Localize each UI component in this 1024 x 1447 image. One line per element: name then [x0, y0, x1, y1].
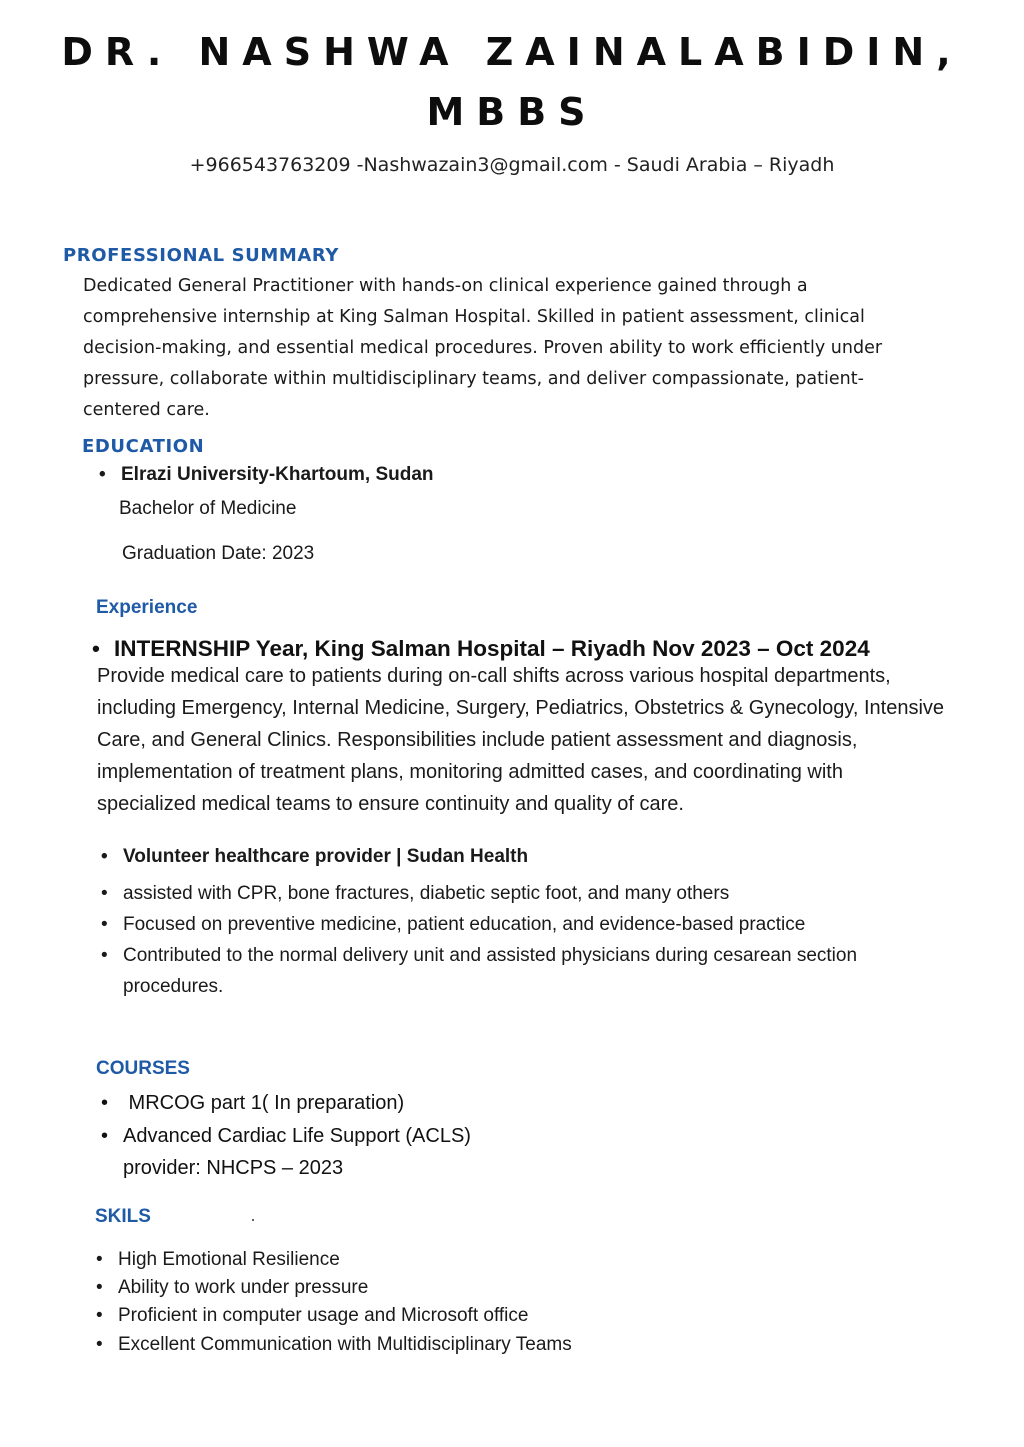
- summary-line: pressure, collaborate within multidisciplinary teams, and deliver compassionate, patient-: [83, 369, 864, 389]
- course-item-continued: provider: NHCPS – 2023: [123, 1157, 344, 1179]
- summary-heading: PROFESSIONAL SUMMARY: [63, 245, 340, 266]
- experience-heading: Experience: [96, 597, 198, 618]
- education-graduation-date: Graduation Date: 2023: [122, 543, 315, 564]
- skill-item: • Proficient in computer usage and Microsoft office: [118, 1305, 528, 1327]
- skills-heading: SKILS: [95, 1206, 151, 1227]
- course-item: • MRCOG part 1( In preparation): [123, 1092, 404, 1115]
- stray-dot: [252, 1219, 254, 1221]
- summary-line: Dedicated General Practitioner with hands-on clinical experience gained through a: [83, 276, 808, 296]
- skill-item: • High Emotional Resilience: [118, 1249, 340, 1271]
- skill-item: • Excellent Communication with Multidisciplinary Teams: [118, 1334, 572, 1356]
- education-degree: Bachelor of Medicine: [119, 498, 297, 519]
- volunteer-item: • Contributed to the normal delivery unit and assisted physicians during cesarean section: [123, 945, 857, 967]
- internship-line: specialized medical teams to ensure continuity and quality of care.: [97, 793, 684, 815]
- internship-description: [97, 660, 1007, 820]
- internship-line: including Emergency, Internal Medicine, Surgery, Pediatrics, Obstetrics & Gynecology, Intensive: [97, 697, 945, 719]
- internship-line: Care, and General Clinics. Responsibilities include patient assessment and diagnosis,: [97, 729, 858, 751]
- volunteer-title: • Volunteer healthcare provider | Sudan Health: [123, 846, 528, 868]
- courses-heading: COURSES: [96, 1058, 190, 1079]
- summary-line: decision-making, and essential medical procedures. Proven ability to work efficiently under: [83, 338, 883, 358]
- internship-line: implementation of treatment plans, monitoring admitted cases, and coordinating with: [97, 761, 843, 783]
- volunteer-item-continued: procedures.: [123, 976, 224, 997]
- internship-title: • INTERNSHIP Year, King Salman Hospital – Riyadh Nov 2023 – Oct 2024: [114, 636, 870, 662]
- candidate-name-line1: DR. NASHWA ZAINALABIDIN,: [61, 30, 963, 74]
- candidate-name-line2: MBBS: [426, 90, 598, 134]
- volunteer-item: • assisted with CPR, bone fractures, diabetic septic foot, and many others: [123, 883, 729, 905]
- summary-line: centered care.: [83, 400, 210, 420]
- course-item: • Advanced Cardiac Life Support (ACLS): [123, 1125, 471, 1148]
- summary-line: comprehensive internship at King Salman Hospital. Skilled in patient assessment, clinical: [83, 307, 865, 327]
- skill-item: • Ability to work under pressure: [118, 1277, 368, 1299]
- education-heading: EDUCATION: [82, 436, 205, 457]
- summary-paragraph: [83, 271, 1003, 426]
- education-school: • Elrazi University-Khartoum, Sudan: [121, 464, 434, 486]
- internship-line: Provide medical care to patients during on-call shifts across various hospital departments,: [97, 665, 891, 687]
- volunteer-item: • Focused on preventive medicine, patient education, and evidence-based practice: [123, 914, 805, 936]
- contact-info: +966543763209 -Nashwazain3@gmail.com - Saudi Arabia – Riyadh: [189, 154, 835, 176]
